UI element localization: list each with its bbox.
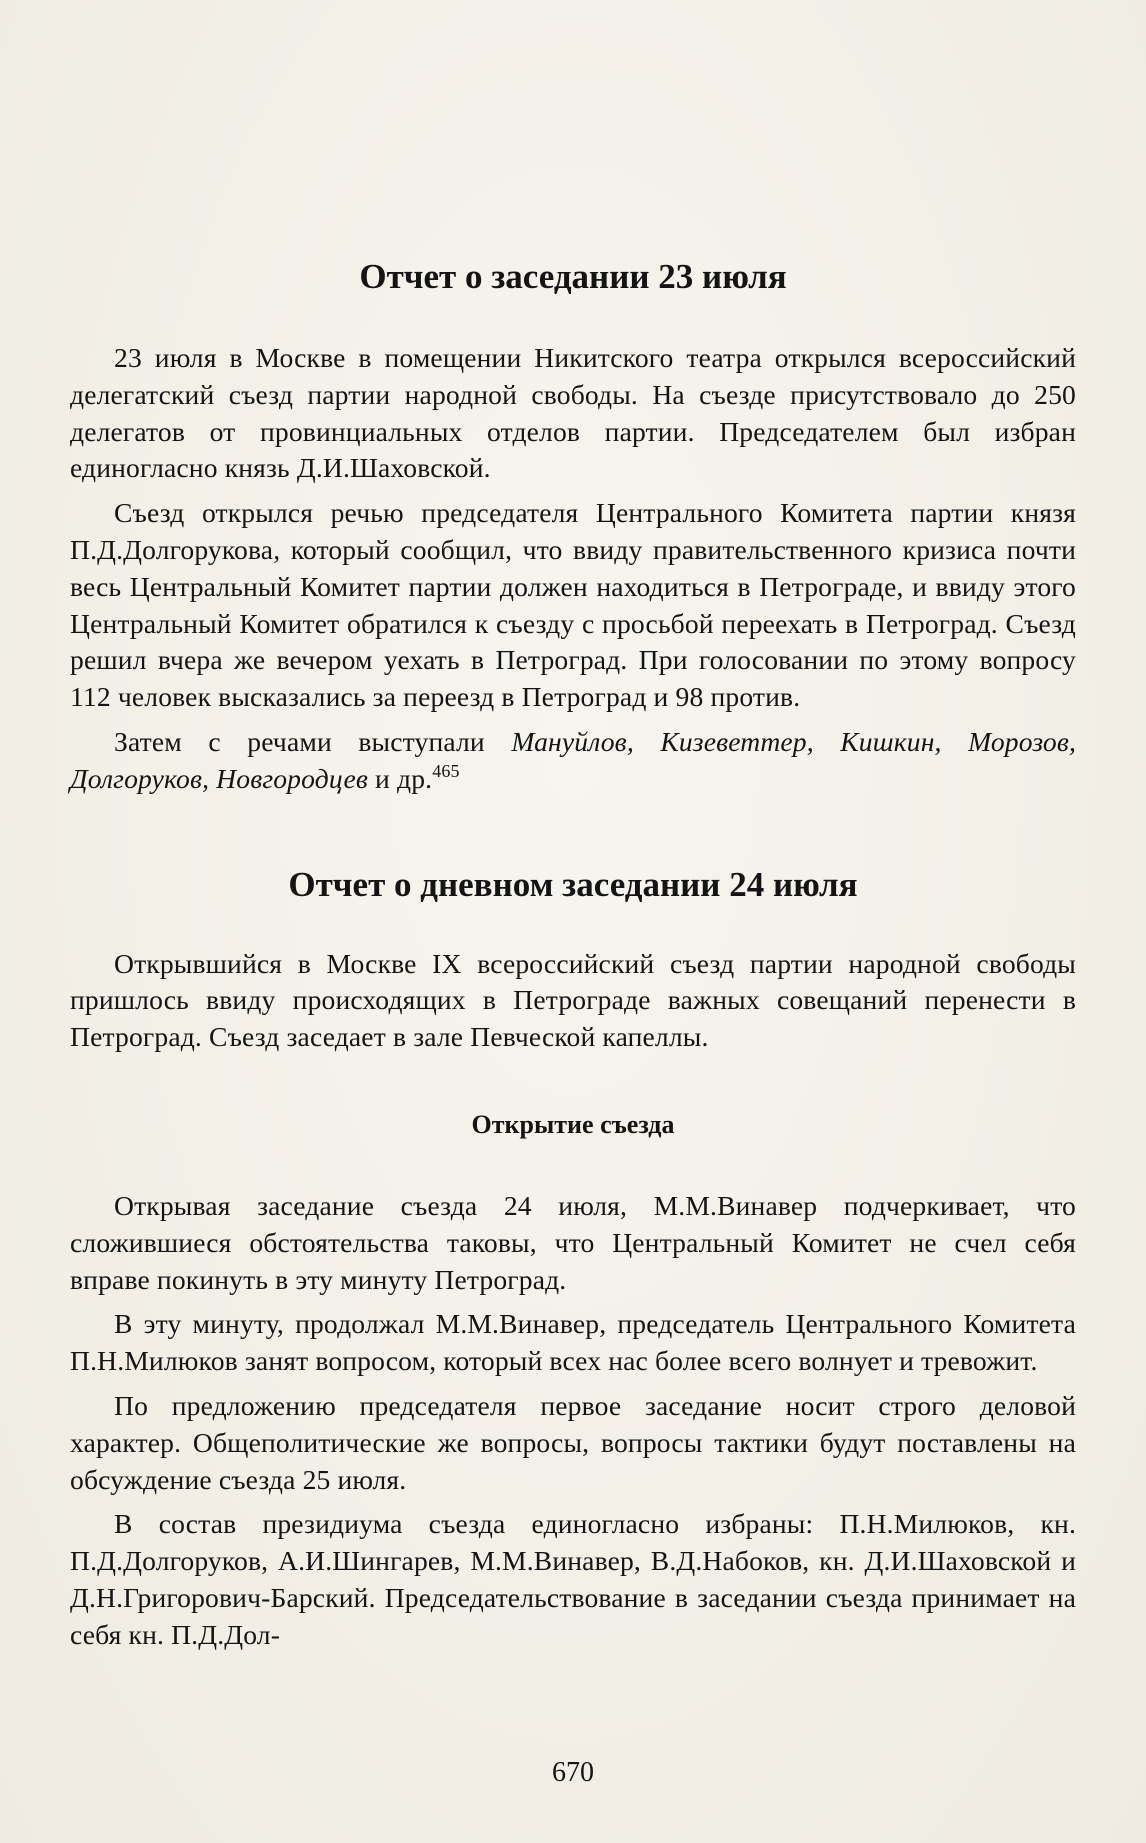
speakers-names: Мануйлов, Кизеветтер, Кишкин, Морозов, Долгоруков, Новгородцев xyxy=(70,725,1076,794)
paragraph: В эту минуту, продолжал М.М.Винавер, председатель Центрального Комитета П.Н.Милюков занят вопросом, который всех нас более всего волнует и тревожит. xyxy=(70,1308,1076,1377)
page-number: 670 xyxy=(552,1757,594,1788)
speakers-tail: и др. xyxy=(375,762,433,794)
paragraph: Открывшийся в Москве IX всероссийский съезд партии народной свободы пришлось ввиду происходящих в Петрограде важных совещаний перенести в Петроград. Съезд заседает в зале Певческой капеллы. xyxy=(70,947,1076,1053)
paragraph: По предложению председателя первое заседание носит строго деловой характер. Общеполитические же вопросы, вопросы тактики будут поставлены на обсуждение съезда 25 июля. xyxy=(70,1389,1076,1495)
paragraph: Съезд открылся речью председателя Центрального Комитета партии князя П.Д.Долгорукова, который сообщил, что ввиду правительственного кризиса почти весь Центральный Комитет партии должен находиться в Петрограде, и ввиду этого Центральный Комитет обратился к съезду с просьбой переехать в Петроград. Съезд решил вчера же вечером уехать в Петроград. При голосовании по этому вопросу 112 человек высказались за переезд в Петроград и 98 против. xyxy=(70,497,1076,713)
paragraph: 23 июля в Москве в помещении Никитского театра открылся всероссийский делегатский съезд партии народной свободы. На съезде присутствовало до 250 делегатов от провинциальных отделов партии. Председателем был избран единогласно князь Д.И.Шаховской. xyxy=(70,342,1076,484)
speakers-lead: Затем с речами выступали xyxy=(114,725,485,757)
subsection-title-opening: Открытие съезда xyxy=(471,1109,675,1139)
speakers-paragraph xyxy=(70,724,1076,798)
paragraph: В состав президиума съезда единогласно избраны: П.Н.Милюков, кн. П.Д.Долгоруков, А.И.Шингарев, М.М.Винавер, В.Д.Набоков, кн. Д.И.Шаховской и Д.Н.Григорович-Барский. Председательствование в заседании съезда принимает на себя кн. П.Д.Дол- xyxy=(70,1508,1076,1650)
section-title-july-23: Отчет о заседании 23 июля xyxy=(359,257,787,296)
page-body xyxy=(70,256,1076,1654)
paragraph: Открывая заседание съезда 24 июля, М.М.Винавер подчеркивает, что сложившиеся обстоятельства таковы, что Центральный Комитет не счел себя вправе покинуть в эту минуту Петроград. xyxy=(70,1189,1076,1295)
section-title-july-24: Отчет о дневном заседании 24 июля xyxy=(288,864,858,904)
footnote-marker: 465 xyxy=(432,760,460,781)
